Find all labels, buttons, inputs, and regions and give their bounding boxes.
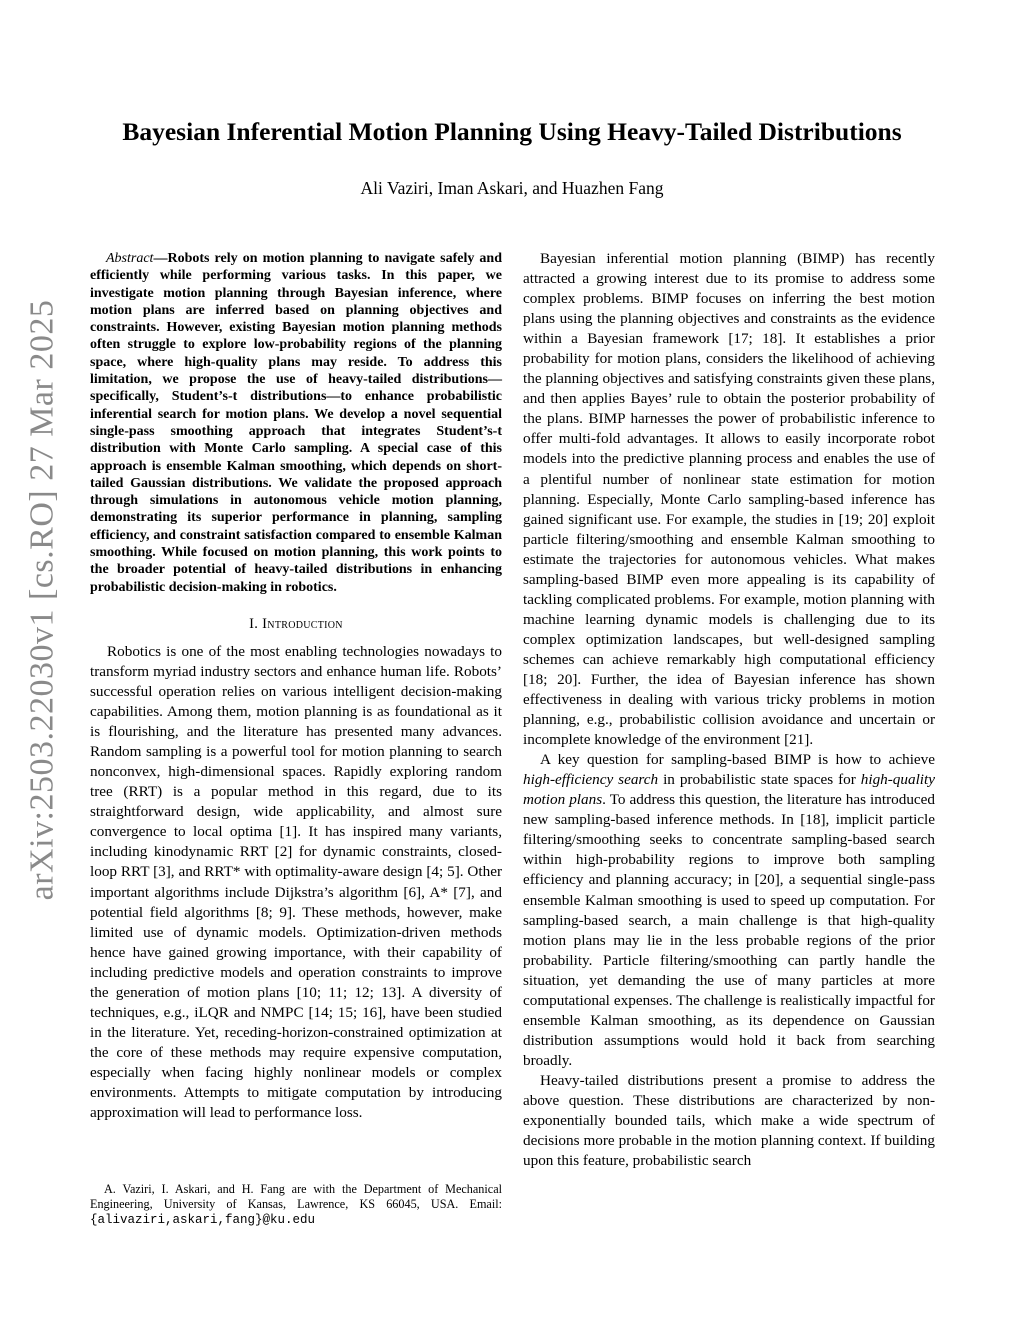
p3-part-c: . To address this question, the literature has introduced new sampling-based inference methods. In [18], implicit particle filtering/smoothing seeks to concentrate sampling-based search within high-probability regions to improve both sampling efficiency and planning accuracy; in [20], a sequential single-pass ensemble Kalman smoothing is used to speed up computation. For sampling-based search, a main challenge is that high-quality motion plans may lie in the less probable regions of the prior probability. Particle filtering/smoothing can partly handle the situation, yet demanding the use of many particles at more computational expenses. The challenge is realistically impactful for ensemble Kalman smoothing, as its dependence on Gaussian distribution assumptions would hold it back from searching broadly.: [523, 791, 935, 1069]
abstract: [90, 250, 502, 596]
author-affiliation-footnote: [90, 1182, 502, 1228]
section-heading-introduction: [90, 614, 502, 634]
footnote-text: A. Vaziri, I. Askari, and H. Fang are with the Department of Mechanical Engineering, University of Kansas, Lawrence, KS 66045, USA. Email:: [90, 1182, 502, 1211]
abstract-text: Robots rely on motion planning to navigate safely and efficiently while performing various tasks. In this paper, we investigate motion planning through Bayesian inference, where motion plans are inferred based on planning objectives and constraints. However, existing Bayesian motion planning methods often struggle to explore low-probability regions of the planning space, where high-quality plans may reside. To address this limitation, we propose the use of heavy-tailed distributions—specifically, Student’s-t distributions—to enhance probabilistic inferential search for motion plans. We develop a novel sequential single-pass smoothing approach that integrates Student’s-t distribution with Monte Carlo sampling. A special case of this approach is ensemble Kalman smoothing, which depends on short-tailed Gaussian distributions. We validate the proposed approach through simulations in autonomous vehicle motion planning, demonstrating its superior performance in planning, sampling efficiency, and constraint satisfaction compared to ensemble Kalman smoothing. While focused on motion planning, this work points to the broader potential of heavy-tailed distributions in enhancing probabilistic decision-making in robotics.: [90, 251, 502, 595]
arxiv-identifier-stamp: [20, 250, 64, 950]
paper-title: Bayesian Inferential Motion Planning Using Heavy-Tailed Distributions: [122, 117, 902, 146]
p3-emphasis-high-quality-motion-plans: high-quality motion plans: [523, 771, 935, 809]
paper-authors: Ali Vaziri, Iman Askari, and Huazhen Fang: [360, 178, 664, 198]
abstract-lead: Abstract: [106, 251, 154, 266]
abstract-dash: —: [153, 251, 168, 266]
p3-emphasis-high-efficiency-search: high-efficiency search: [523, 771, 659, 789]
p3-part-b: in probabilistic state spaces for: [658, 771, 861, 789]
arxiv-stamp-text: arXiv:2503.22030v1 [cs.RO] 27 Mar 2025: [23, 299, 61, 901]
intro-paragraph-4: Heavy-tailed distributions present a promise to address the above question. These distributions are characterized by non-exponentially bounded tails, which make a wide spectrum of decisions more probable in the motion planning context. If building upon this feature, probabilistic search: [523, 1071, 935, 1170]
section-title: Introduction: [262, 615, 343, 632]
intro-paragraph-3: [523, 750, 935, 1071]
footnote-email: {alivaziri,askari,fang}@ku.edu: [90, 1213, 316, 1227]
p3-part-a: A key question for sampling-based BIMP is how to achieve: [540, 751, 935, 769]
right-column: [523, 249, 935, 1171]
left-column: [90, 250, 502, 1123]
section-numeral: I.: [249, 615, 259, 632]
intro-paragraph-2: Bayesian inferential motion planning (BIMP) has recently attracted a growing interest due to its promise to address some complex problems. BIMP focuses on inferring the best motion plans using the planning objectives and constraints as the evidence within a Bayesian framework [17; 18]. It establishes a prior probability for motion plans, considers the likelihood of achieving the planning objectives and satisfying constraints given these plans, and then applies Bayes’ rule to obtain the posterior probability of the plans. BIMP harnesses the power of probabilistic inference to offer multi-fold advantages. It allows to easily incorporate robot models into the predictive planning process and enables the use of a plentiful number of nonlinear state estimation for motion planning. Especially, Monte Carlo sampling-based inference has gained significant use. For example, the studies in [19; 20] exploit particle filtering/smoothing and ensemble Kalman smoothing to estimate the trajectories for autonomous vehicles. What makes sampling-based BIMP even more appealing is its capability of tackling complicated problems. For example, motion planning with machine learning dynamic models is challenging due to its complex optimization landscapes, but well-designed sampling schemes can achieve remarkably high computational efficiency [18; 20]. Further, the idea of Bayesian inference has shown effectiveness in dealing with various tricky problems in motion planning, e.g., probabilistic collision avoidance and uncertain or incomplete knowledge of the environment [21].: [523, 250, 935, 749]
intro-paragraph-1: Robotics is one of the most enabling technologies nowadays to transform myriad industry sectors and enhance human life. Robots’ successful operation relies on various intelligent decision-making capabilities. Among them, motion planning is as foundational as it is flourishing, and the literature has presented many advances. Random sampling is a powerful tool for motion planning to search nonconvex, high-dimensional spaces. Rapidly exploring random tree (RRT) is a popular method in this regard, due to its straightforward design, wide applicability, and almost sure convergence to local optima [1]. It has inspired many variants, including kinodynamic RRT [2] for dynamic constraints, closed-loop RRT [3], and RRT* with optimality-aware design [4; 5]. Other important algorithms include Dijkstra’s algorithm [6], A* [7], and potential field algorithms [8; 9]. These methods, however, make limited use of dynamic models. Optimization-driven methods hence have gained growing importance, with their capability of including predictive models and operation constraints to improve the generation of motion plans [10; 11; 12; 13]. A diversity of techniques, e.g., iLQR and NMPC [14; 15; 16], have been studied in the literature. Yet, receding-horizon-constrained optimization at the core of these methods may require expensive computation, especially when facing highly nonlinear models or complex environments. Attempts to mitigate computation by introducing approximation will lead to performance loss.: [90, 642, 502, 1122]
